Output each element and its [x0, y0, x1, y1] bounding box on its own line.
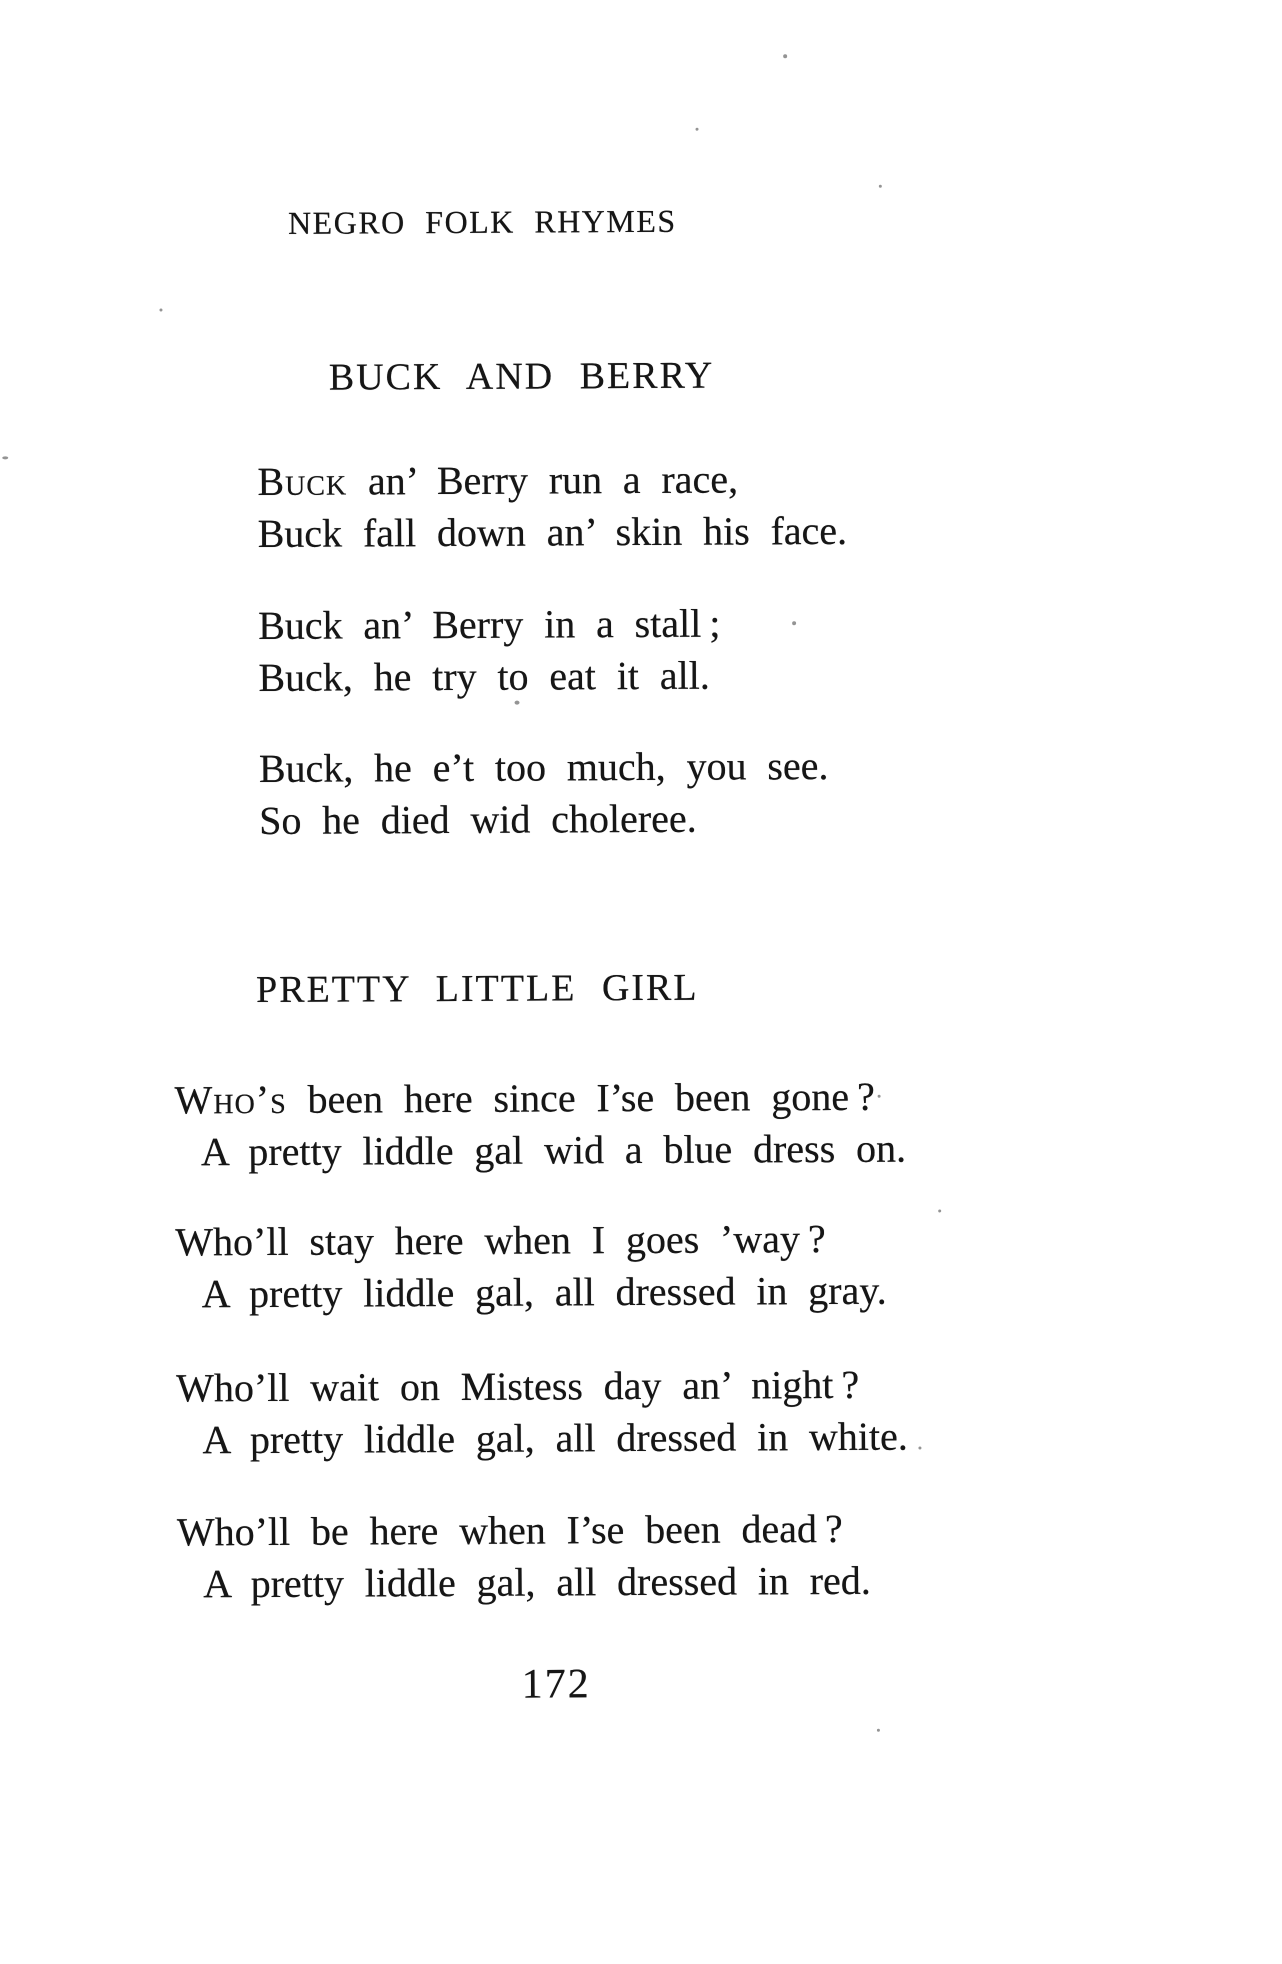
poem-title-pretty-little-girl: PRETTY LITTLE GIRL	[255, 966, 699, 1012]
poem-line: Who’ll stay here when I goes ’way ?	[175, 1216, 826, 1265]
poem-line: A pretty liddle gal, all dressed in white.	[202, 1413, 908, 1463]
scan-speck	[878, 1095, 881, 1098]
scan-speck	[2, 456, 8, 459]
girl-stanza-4	[177, 1503, 871, 1611]
scan-speck	[918, 1447, 921, 1450]
poem-line: Buck an’ Berry in a stall ;	[258, 600, 721, 648]
poem-line-rest: been here since I’se been gone ?	[286, 1073, 875, 1122]
buck-stanza-1	[257, 453, 847, 560]
scan-speck	[879, 185, 882, 188]
girl-stanza-1	[174, 1071, 906, 1179]
scan-speck	[792, 621, 796, 625]
small-caps-lead: Who’s	[174, 1076, 287, 1123]
poem-line	[257, 453, 847, 508]
page-number: 172	[521, 1661, 591, 1708]
poem-line: Who’ll wait on Mistess day an’ night ?	[176, 1361, 860, 1411]
scan-speck	[159, 308, 162, 311]
poem-line: Buck fall down an’ skin his face.	[257, 507, 848, 557]
running-head: NEGRO FOLK RHYMES	[287, 202, 677, 241]
buck-stanza-3	[259, 740, 829, 847]
poem-line: Buck, he try to eat it all.	[258, 652, 710, 700]
small-caps-lead: Buck	[257, 458, 348, 505]
scan-speck	[696, 128, 699, 131]
girl-stanza-3	[176, 1359, 908, 1467]
buck-stanza-2	[258, 598, 721, 704]
poem-line: A pretty liddle gal, all dressed in gray.	[201, 1267, 887, 1317]
scan-speck	[515, 701, 520, 705]
poem-line: Who’ll be here when I’se been dead ?	[176, 1505, 843, 1555]
girl-stanza-2	[175, 1213, 887, 1321]
scan-speck	[877, 1729, 880, 1732]
poem-title-buck-and-berry: BUCK AND BERRY	[328, 354, 715, 399]
poem-line: So he died wid choleree.	[259, 795, 697, 843]
poem-line: A pretty liddle gal wid a blue dress on.	[200, 1125, 907, 1175]
poem-line-rest: an’ Berry run a race,	[347, 456, 739, 504]
poem-line: A pretty liddle gal, all dressed in red.	[203, 1557, 871, 1607]
poem-line: Buck, he e’t too much, you see.	[258, 743, 829, 791]
scan-speck	[783, 54, 787, 58]
scan-speck	[938, 1209, 941, 1212]
poem-line	[174, 1071, 905, 1127]
